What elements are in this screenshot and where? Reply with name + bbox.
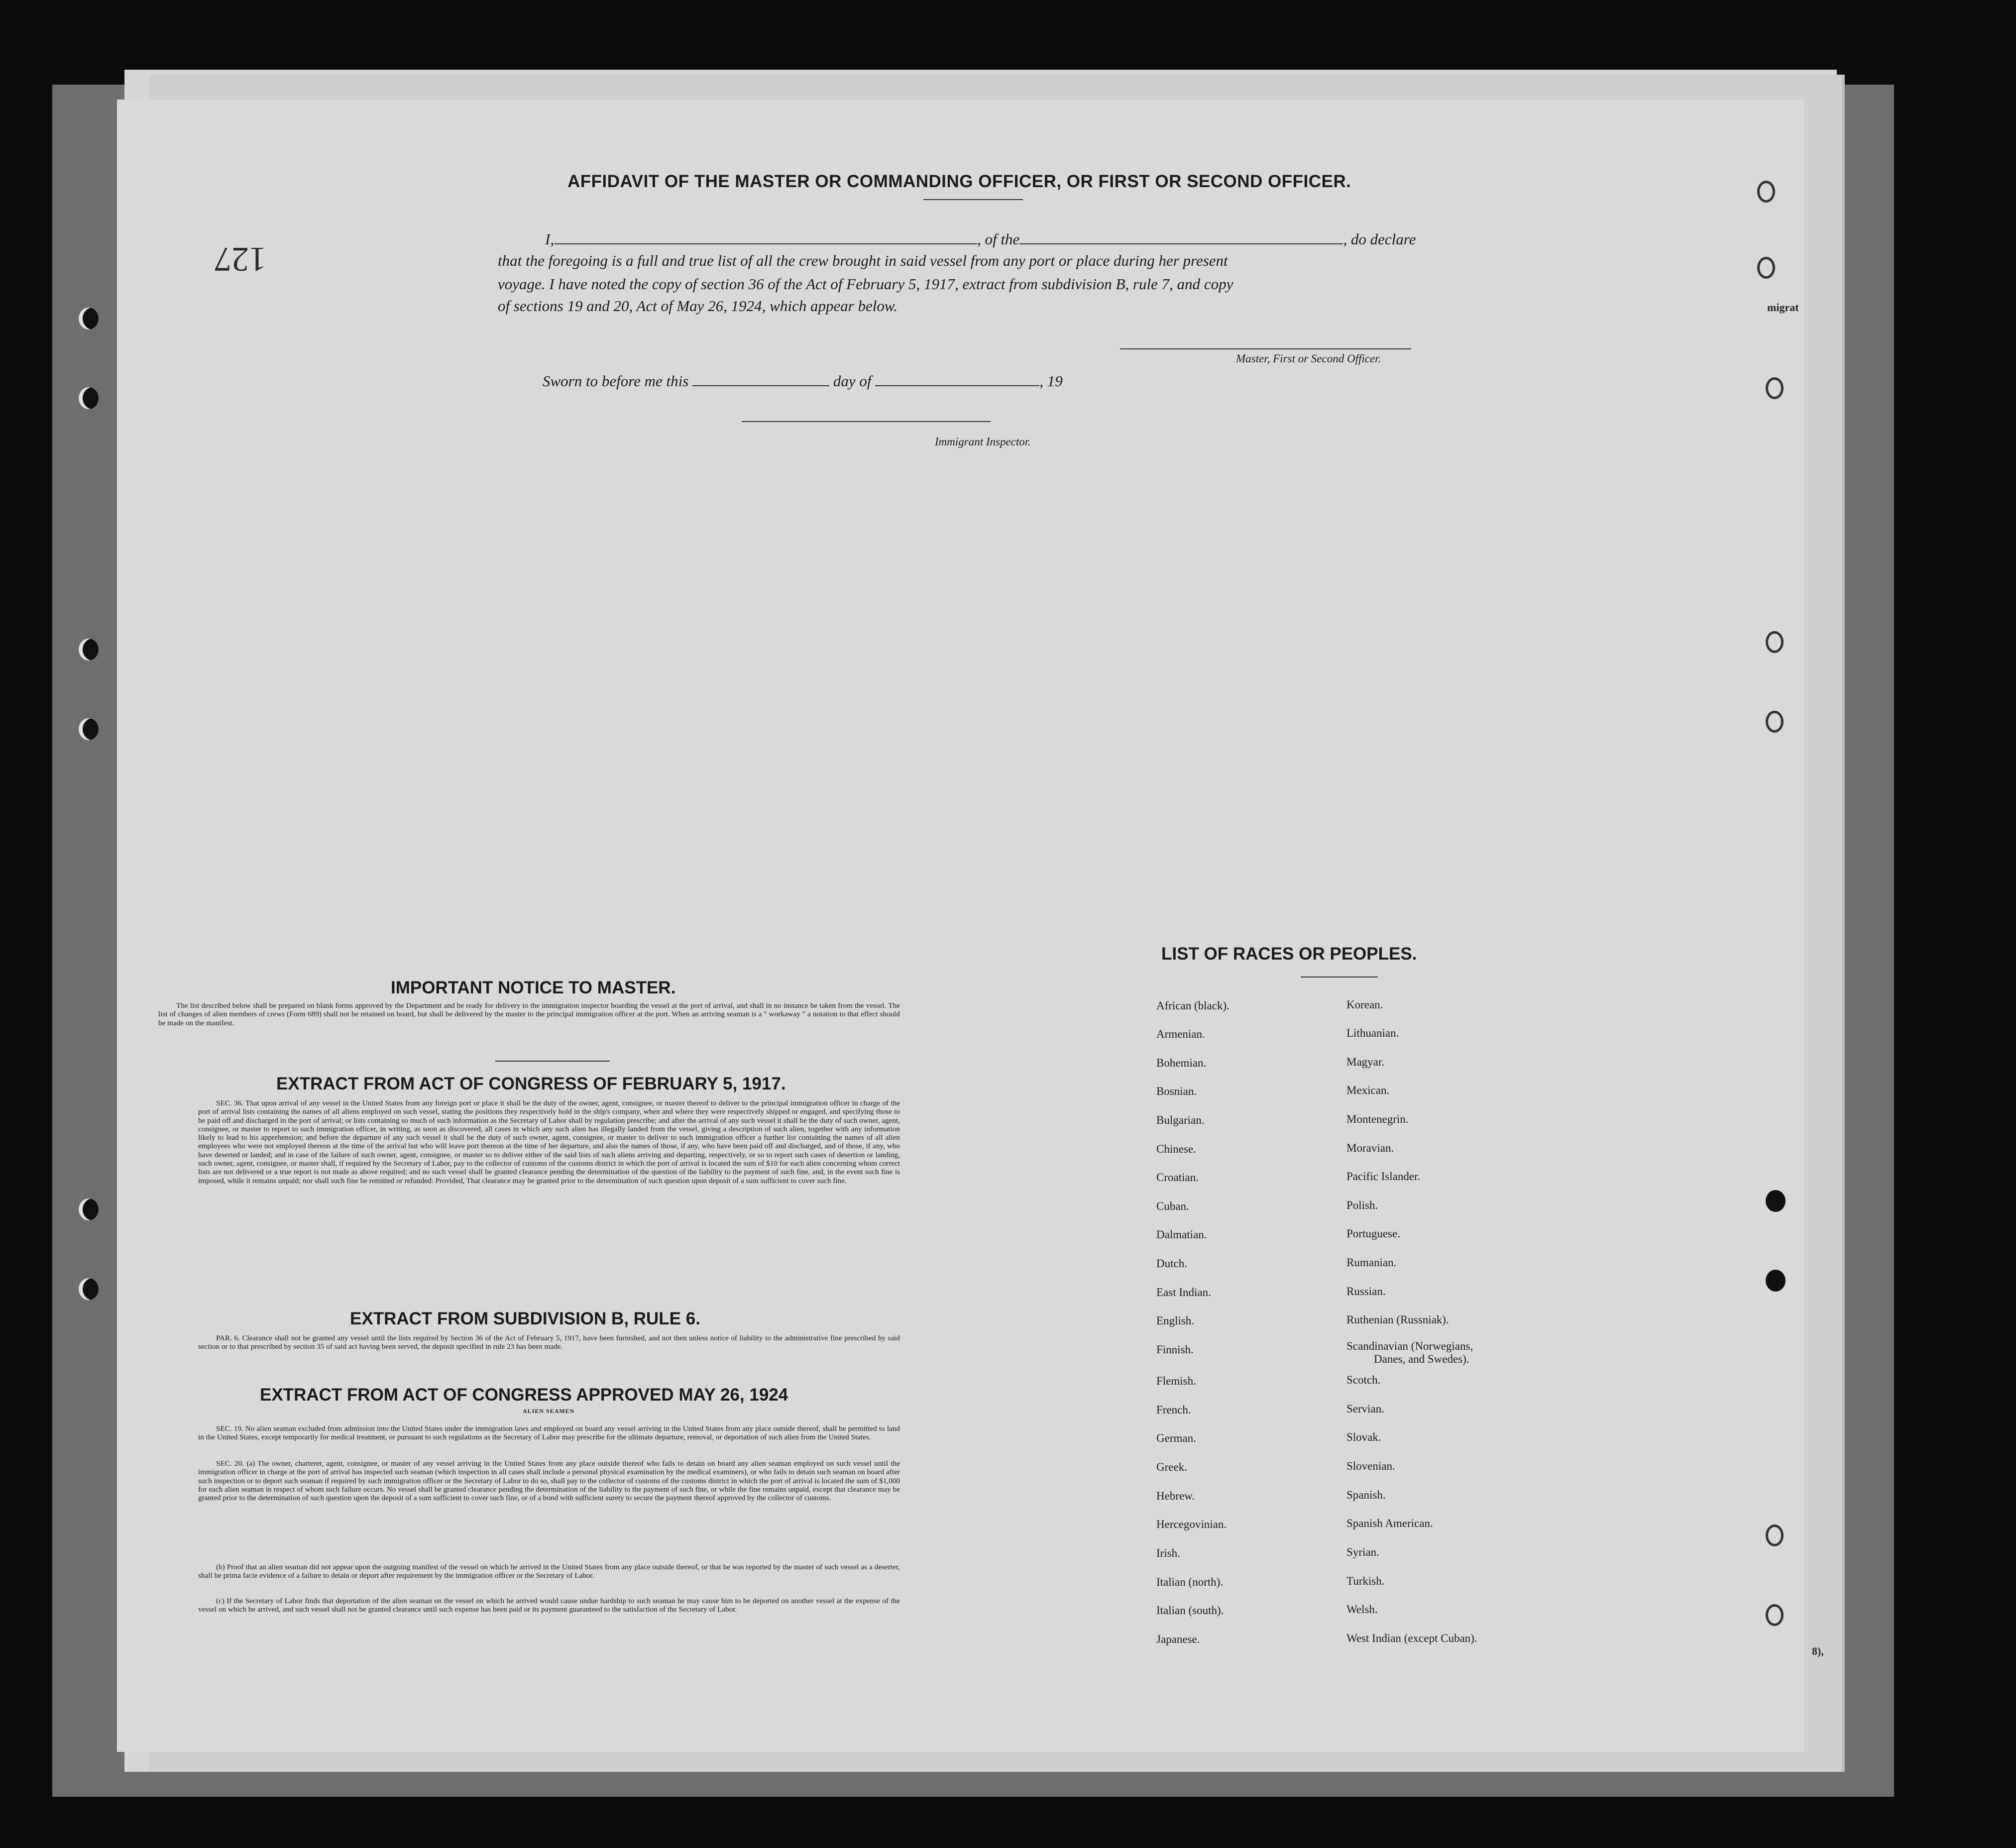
binder-ring-hole: [1766, 1524, 1784, 1546]
extract-1917-text: SEC. 36. That upon arrival of any vessel in the United States from any foreign port or place it shall be the duty of the owner, agent, consignee, or master thereof to deliver to the principal immigration officer in charge of the port of arrival lists containing the names of all aliens employed on such vessel, stating the positions they respectively hold in the ship's company, when and where they were respectively shipped or engaged, and specifying those to be paid off and discharged in the port of arrival; or lists containing so much of such information as the Secretary of Labor shall by regulation prescribe; and after the arrival of any such vessel it shall be the duty of such owner, agent, consignee, or master to report to such immigration officer, in writing, as soon as discovered, all cases in which any such alien has illegally landed from the vessel, giving a description of such alien, together with any information likely to lead to his apprehension; and before the departure of any such vessel it shall be the duty of such owner, agent, consignee, or master to deliver to such immigration officer a further list containing the names of all alien employees who were not employed thereon at the time of the arrival but who will leave port thereon at the time of her departure, and also the names of those, if any, who have been paid off and discharged, and of those, if any, who have deserted or landed; and in case of the failure of such owner, agent, consignee, or master so to deliver either of the said lists of such aliens arriving and departing, respectively, or so to report such cases of desertion or landing, such owner, agent, consignee, or master shall, if required by the Secretary of Labor, pay to the collector of customs of the customs district in which the port of arrival is located the sum of $10 for each alien concerning whom correct lists are not delivered or a true report is not made as above required; and no such vessel shall be granted clearance pending the determination of the question of the liability to the payment of such fine, and, in the event such fine is imposed, while it remains unpaid; nor shall such fine be remitted or refunded: Provided, That clearance may be granted prior to the determination of such question upon deposit of a sum sufficient to cover such fine.: [198, 1099, 900, 1185]
race-left: Italian (north).: [1156, 1576, 1224, 1588]
inspector-signature-line: [742, 421, 991, 422]
binder-ring-hole: [1766, 377, 1784, 399]
race-right-continued: Danes, and Swedes).: [1374, 1353, 1469, 1365]
day-blank: [692, 373, 829, 386]
race-left: Cuban.: [1156, 1200, 1189, 1212]
signature-caption: Master, First or Second Officer.: [1236, 352, 1381, 365]
punch-hole: [1766, 1270, 1786, 1292]
race-right: Servian.: [1346, 1403, 1385, 1415]
race-right: Montenegrin.: [1346, 1113, 1409, 1125]
race-right: Welsh.: [1346, 1603, 1378, 1616]
race-right: Spanish.: [1346, 1489, 1386, 1501]
sworn-text: Sworn to before me this: [543, 372, 689, 390]
name-blank: [554, 231, 977, 244]
sec19-text: SEC. 19. No alien seaman excluded from admission into the United States under the immigration laws and employed on board any vessel arriving in the United States from any place outside thereof, shall be permitted to land in the United States, except temporarily for medical treatment, or pursuant to such regulations as the Secretary of Labor may prescribe for the ultimate departure, removal, or deportation of such alien from the United States.: [198, 1424, 900, 1442]
race-left: Dalmatian.: [1156, 1228, 1207, 1241]
punch-hole: [79, 1278, 99, 1300]
race-right: Pacific Islander.: [1346, 1170, 1421, 1183]
race-left: Armenian.: [1156, 1028, 1205, 1040]
rule6-title: EXTRACT FROM SUBDIVISION B, RULE 6.: [350, 1309, 700, 1328]
race-left: Bulgarian.: [1156, 1114, 1205, 1126]
race-right: Turkish.: [1346, 1575, 1385, 1587]
title-underline: [923, 199, 1023, 200]
race-right: Mexican.: [1346, 1084, 1390, 1096]
sec20c-text: (c) If the Secretary of Labor finds that deportation of the alien seaman on the vessel on which he arrived would cause undue hardship to such seaman he may cause him to be deported on another vessel at the expense of the vessel on which he arrived, and such vessel shall not be granted clearance until such expense has been paid or its payment guaranteed to the satisfaction of the Secretary of Labor.: [198, 1597, 900, 1614]
underlying-sheet-word: migrat: [1767, 301, 1799, 314]
race-right: Portuguese.: [1346, 1227, 1400, 1240]
race-right: Polish.: [1346, 1199, 1378, 1211]
underlying-sheet-fragment: 8),: [1812, 1645, 1824, 1657]
punch-hole: [79, 639, 99, 660]
signature-line: [1120, 348, 1411, 349]
affidavit-of-the: , of the: [977, 230, 1020, 248]
punch-hole: [79, 387, 99, 409]
race-left: Dutch.: [1156, 1257, 1187, 1270]
race-left: Japanese.: [1156, 1633, 1200, 1645]
race-right: Scotch.: [1346, 1374, 1381, 1386]
race-right: Lithuanian.: [1346, 1027, 1399, 1039]
affidavit-line-3: voyage. I have noted the copy of section 36 of the Act of February 5, 1917, extract from subdivision B, rule 7, and copy: [498, 275, 1233, 293]
extract-1917-title: EXTRACT FROM ACT OF CONGRESS OF FEBRUARY 5, 1917.: [276, 1074, 786, 1093]
race-right: Ruthenian (Russniak).: [1346, 1313, 1449, 1326]
race-left: German.: [1156, 1432, 1196, 1444]
inspector-caption: Immigrant Inspector.: [935, 435, 1031, 448]
race-left: Greek.: [1156, 1461, 1187, 1473]
race-left: Irish.: [1156, 1547, 1180, 1559]
sworn-day-of: day of: [833, 372, 872, 390]
rule6-text: PAR. 6. Clearance shall not be granted any vessel until the lists required by Section 36 of the Act of February 5, 1917, have been furnished, and not then unless notice of liability to the administrative fine prescribed by said section or to that prescribed by section 35 of said act having been served, the deposit specified in rule 23 has been made.: [198, 1334, 900, 1351]
race-left: Bosnian.: [1156, 1085, 1197, 1097]
race-left: African (black).: [1156, 999, 1230, 1012]
sworn-year: , 19: [1039, 372, 1063, 390]
affidavit-do-declare: , do declare: [1343, 230, 1416, 248]
section-divider: [495, 1061, 610, 1062]
race-left: Chinese.: [1156, 1143, 1196, 1155]
affidavit-line-2: that the foregoing is a full and true list of all the crew brought in said vessel from any port or place during her present: [498, 252, 1228, 269]
binder-ring-hole: [1766, 631, 1784, 653]
race-right: Slovak.: [1346, 1431, 1381, 1443]
punch-hole: [79, 308, 99, 329]
sworn-line: [543, 372, 1063, 390]
race-right: Moravian.: [1346, 1142, 1394, 1154]
race-right: Magyar.: [1346, 1056, 1385, 1068]
race-left: Hercegovinian.: [1156, 1518, 1227, 1530]
affidavit-line-4: of sections 19 and 20, Act of May 26, 1924, which appear below.: [498, 297, 898, 315]
races-underline: [1301, 977, 1378, 978]
punch-hole: [79, 1198, 99, 1220]
races-title: LIST OF RACES OR PEOPLES.: [1161, 944, 1417, 964]
handwritten-number: 127: [214, 240, 266, 278]
form-page: [117, 100, 1804, 1752]
binder-ring-hole: [1766, 1604, 1784, 1626]
extract-1924-subtitle: ALIEN SEAMEN: [523, 1408, 575, 1414]
extract-1924-title: EXTRACT FROM ACT OF CONGRESS APPROVED MAY 26, 1924: [260, 1385, 788, 1405]
race-left: Italian (south).: [1156, 1604, 1224, 1617]
affidavit-i: I,: [545, 230, 555, 248]
binder-ring-hole: [1757, 257, 1775, 279]
punch-hole: [79, 718, 99, 740]
race-left: Flemish.: [1156, 1375, 1196, 1387]
race-right: Syrian.: [1346, 1546, 1379, 1558]
sec20b-text: (b) Proof that an alien seaman did not appear upon the outgoing manifest of the vessel on which he arrived in the United States from any place outside thereof, or that he was reported by the master of such vessel as a deserter, shall be prima facie evidence of a failure to detain or deport after requirement by the immigration officer or the Secretary of Labor.: [198, 1563, 900, 1580]
race-left: French.: [1156, 1404, 1191, 1416]
race-right: Spanish American.: [1346, 1517, 1433, 1529]
race-right: Scandinavian (Norwegians,: [1346, 1340, 1473, 1352]
punch-hole: [1766, 1190, 1786, 1212]
sec20a-text: SEC. 20. (a) The owner, charterer, agent, consignee, or master of any vessel arriving in the United States from any place outside thereof who fails to detain on board any alien seaman employed on such vessel until the immigration officer in charge at the port of arrival has inspected such seaman (which inspection in all cases shall include a personal physical examination by the medical examiners), or who fails to detain such seaman on board after such inspection or to deport such seaman if required by such immigration officer or the Secretary of Labor to do so, shall pay to the collector of customs of the customs district in which the port of arrival is located the sum of $1,000 for each alien seaman in respect of whom such failure occurs. No vessel shall be granted clearance pending the determination of the liability to the payment of such fine, or while the fine remains unpaid, except that clearance may be granted prior to the determination of such question upon the deposit of a sum sufficient to cover such fine, or of a bond with sufficient surety to secure the payment thereof approved by the collector of customs.: [198, 1459, 900, 1503]
binder-ring-hole: [1766, 711, 1784, 733]
race-left: Finnish.: [1156, 1343, 1194, 1356]
race-left: Hebrew.: [1156, 1490, 1195, 1502]
affidavit-title: AFFIDAVIT OF THE MASTER OR COMMANDING OFFICER, OR FIRST OR SECOND OFFICER.: [567, 172, 1351, 191]
race-right: Slovenian.: [1346, 1460, 1395, 1472]
race-right: Korean.: [1346, 998, 1383, 1011]
race-right: West Indian (except Cuban).: [1346, 1632, 1477, 1644]
race-left: Croatian.: [1156, 1171, 1199, 1184]
race-left: Bohemian.: [1156, 1057, 1207, 1069]
notice-text: The list described below shall be prepared on blank forms approved by the Department and be ready for delivery to the immigration inspector boarding the vessel at the port of arrival, and shall in no instance be taken from the vessel. The list of changes of alien members of crews (Form 689) shall not be retained on board, but shall be delivered by the master to the principal immigration officer at the port. When an arriving seaman is a " workaway " a notation to that effect should be made on the manifest.: [158, 1001, 900, 1027]
notice-title: IMPORTANT NOTICE TO MASTER.: [391, 978, 676, 997]
binder-ring-hole: [1757, 181, 1775, 203]
vessel-blank: [1019, 231, 1343, 244]
race-right: Russian.: [1346, 1285, 1386, 1298]
race-right: Rumanian.: [1346, 1256, 1397, 1269]
month-blank: [875, 373, 1039, 386]
race-left: East Indian.: [1156, 1286, 1211, 1299]
affidavit-line-1: [545, 230, 1416, 248]
race-left: English.: [1156, 1314, 1195, 1327]
